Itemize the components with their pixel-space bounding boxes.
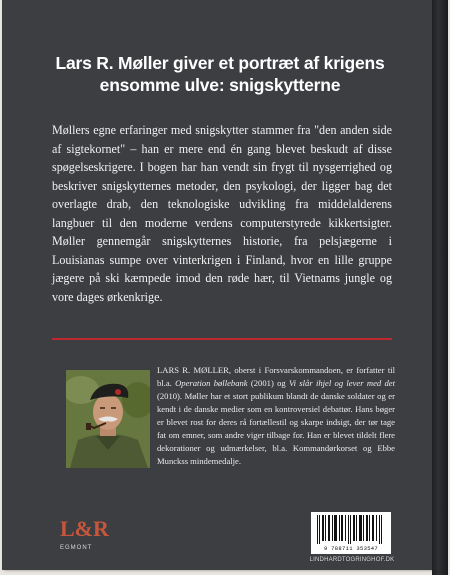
barcode-number: 9 788711 353547: [323, 545, 378, 552]
publisher-name: EGMONT: [60, 545, 93, 551]
headline: Lars R. Møller giver et portræt af krigens ensomme ulve: snigskytterne: [55, 53, 385, 95]
author-name: LARS R. MØLLER: [157, 365, 229, 375]
author-bio: [157, 364, 395, 468]
author-portrait-image: [66, 370, 150, 468]
barcode-bars: [311, 512, 391, 546]
book-title-2: Vi slår ihjel og lever med det: [289, 378, 395, 388]
publisher-website: LINDHARDTOGRINGHOF.DK: [309, 557, 395, 563]
publisher-logo-mark: L&R: [60, 516, 109, 541]
bio-part3: (2010). Møller har et stort publikum blandt de danske soldater og er kendt i de danske medier som en kontroversiel debattør. Hans bøger er blevet rost for deres rå fortællestil og skarpe indsigt, der tør tage fat om emner, som andre viger tilbage for. Han er blevet tildelt flere dekorationer og udmærkelser, bl.a. Kommandørkorset og Ebbe Munckss mindemedalje.: [157, 391, 395, 466]
bio-part1: , oberst i Forsvarskommandoen, er forfatter til bl.a.: [157, 365, 395, 388]
red-divider: [52, 338, 392, 340]
barcode: [311, 512, 391, 554]
book-back-cover: [2, 0, 432, 570]
publisher-logo: [60, 517, 120, 567]
bio-part2: (2001) og: [247, 378, 289, 388]
intro-text: Møllers egne erfaringer med snigskytter stammer fra "den anden side af sigtekornet" – han er mere end én gang blevet beskudt af disse spøgelseskrigere. I bogen har han vendt sin frygt til nysgerrighed og beskriver snigskytternes metoder, den psykologi, der ligger bag det overlagte drab, den teknologiske udvikling fra middelalderens langbuer til den moderne verdens computerstyrede kikkertsigter. Møller gennemgår snigskytternes historie, fra pelsjægerne i Louisianas sumpe over vinterkrigen i Finland, hvor en lille gruppe jægere på ski kæmpede imod den røde hær, til Vietnams jungle og vore dages ørkenkrige.: [52, 123, 392, 304]
cover-edge: [432, 0, 448, 575]
book-title-1: Operation bøllebank: [175, 378, 248, 388]
author-photo: [66, 370, 150, 468]
